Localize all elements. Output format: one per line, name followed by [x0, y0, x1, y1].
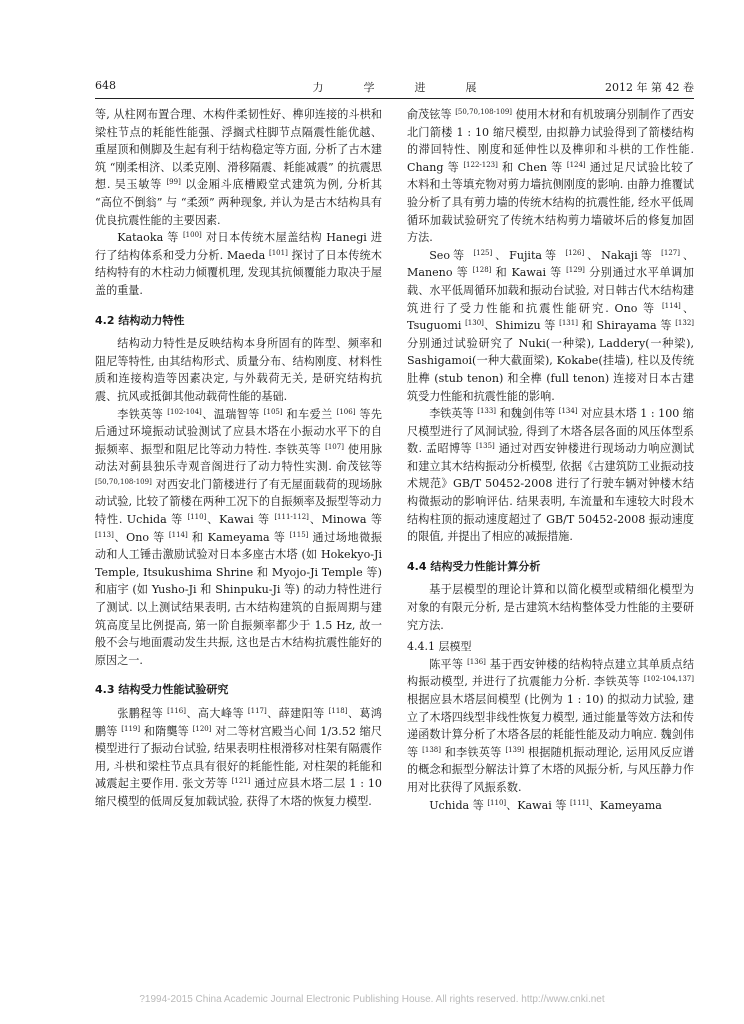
paragraph: 李铁英等 [102-104]、温瑞智等 [105] 和车爱兰 [106] 等先后通过环境振动试验测试了应县木塔在小振动水平下的自振频率、振型和阻尼比等动力特性. 李铁英等 [107] 使用脉动法对蓟县独乐寺观音阁进行了动力特性实测. 俞茂铉等 [50,70,108-109] 对西安北门箭楼进行了有无屋面载荷的现场脉动试验, 比较了箭楼在两种工况下的自振频率及振型等动力特性. Uchida 等 [110]、Kawai 等 [111-112]、Minowa 等 [113]、Ono 等 [114] 和 Kameyama 等 [115] 通过场地微振动和人工锤击激励试验对日本多座古木塔 (如 Hokekyo-Ji Temple, Itsukushima Shrine 和 Myojo-Ji Temple 等) 和庙宇 (如 Yusho-Ji 和 Shinpuku-Ji 等) 的动力特性进行了测试. 以上测试结果表明, 古木结构建筑的自振周期与建筑高度呈比例提高, 第一阶自振频率都少于 1.5 Hz, 故一般不会与地面震动发生共振, 这也是古木结构抗震性能好的原因之一. — [95, 407, 383, 667]
issue-info: 2012 年 第 42 卷 — [605, 81, 694, 94]
citation-ref: [136] — [467, 657, 486, 666]
citation-ref: [119] — [121, 724, 141, 733]
citation-ref: [102-104,137] — [643, 675, 694, 684]
citation-ref: [110] — [487, 798, 507, 807]
paragraph: 俞茂铉等 [50,70,108-109] 使用木材和有机玻璃分别制作了西安北门箭楼 1 : 10 缩尺模型, 由拟静力试验得到了箭楼结构的滞回特性、刚度和延伸性以及榫卯和斗栱的工作性能. Chang 等 [122-123] 和 Chen 等 [124] 通过足尺试验比较了木料和土等填充物对剪力墙抗侧刚度的影响. 由静力推覆试验分析了具有剪力墙的传统木结构的抗震性能, 经水平低周循环加载试验研究了传统木结构剪力墙破坏后的修复加固方法. — [407, 108, 695, 245]
citation-ref: [125] — [473, 248, 493, 257]
citation-ref: [129] — [566, 266, 585, 275]
paragraph: Seo等 [125]、Fujita等 [126]、Nakaji等 [127]、Maneno 等 [128] 和 Kawai 等 [129] 分别通过水平单调加载、水平低周循环加载和振动台试验, 对日韩古代木结构建筑进行了受力性能和抗震性能研究. Ono 等 [114]、Tsuguomi [130]、Shimizu 等 [131] 和 Shirayama 等 [132] 分别通过试验研究了 Nuki(一种梁), Laddery(一种梁), Sashigamoi(一种大截面梁), Kokabe(挂墙), 柱以及传统肚榫 (stub tenon) 和全榫 (full tenon) 连接对日本古建筑受力性能和抗震性能的影响. — [407, 248, 695, 403]
citation-ref: [132] — [675, 319, 695, 328]
citation-ref: [131] — [559, 319, 578, 328]
citation-ref: [115] — [289, 530, 309, 539]
citation-ref: [128] — [472, 266, 492, 275]
journal-title: 力学进展 — [312, 81, 517, 94]
citation-ref: [107] — [325, 442, 344, 451]
citation-ref: [127] — [661, 248, 680, 257]
subsection-heading: 4.4.1 层模型 — [407, 640, 472, 654]
citation-ref: [121] — [231, 777, 251, 786]
citation-ref: [133] — [477, 407, 497, 416]
citation-ref: [110] — [187, 513, 207, 522]
citation-ref: [114] — [168, 530, 188, 539]
citation-ref: [117] — [247, 707, 267, 715]
citation-ref: [116] — [167, 707, 186, 715]
citation-ref: [101] — [268, 248, 288, 257]
copyright-footer: ?1994-2015 China Academic Journal Electronic Publishing House. All rights reserved. http://www.cnki.net — [139, 994, 605, 1005]
citation-ref: [135] — [475, 442, 495, 451]
citation-ref: [138] — [422, 745, 441, 754]
right-column — [407, 106, 694, 814]
citation-ref: [113] — [95, 530, 114, 539]
citation-ref: [102-104] — [167, 407, 202, 416]
paragraph: 结构动力特性是反映结构本身所固有的阵型、频率和阻尼等特性, 由其结构形式、质量分布、结构刚度、材料性质和连接构造等因素决定, 与外载荷无关, 是研究结构抗震、抗风或抵御其他动载荷性能的基础. — [95, 337, 382, 403]
section-heading: 4.2 结构动力特性 — [95, 313, 185, 327]
citation-ref: [126] — [565, 248, 585, 257]
citation-ref: [105] — [263, 407, 283, 416]
citation-ref: [50,70,108-109] — [455, 108, 513, 116]
paragraph: Kataoka 等 [100] 对日本传统木屋盖结构 Hanegi 进行了结构体系和受力分析. Maeda [101] 探讨了日本传统木结构特有的木柱动力倾覆机理, 发现其抗倾覆能力取决于屋盖的重量. — [95, 231, 383, 297]
citation-ref: [50,70,108-109] — [95, 477, 152, 486]
paragraph: 李铁英等 [133] 和魏剑伟等 [134] 对应县木塔 1 : 100 缩尺模型进行了风洞试验, 得到了木塔各层各面的风压体型系数. 孟昭博等 [135] 通过对西安钟楼进行现场动力响应测试和建立其木结构振动分析模型, 依据《古建筑防工业振动技术规范》GB/T 50452-2008 进行了行驶车辆对钟楼木结构微振动的影响评估. 结果表明, 车流量和车速较大时段木结构柱顶的振动速度超过了 GB/T 50452-2008 振动速度的限值, 并提出了相应的减振措施. — [407, 407, 694, 544]
citation-ref: [120] — [192, 724, 212, 733]
citation-ref: [114] — [661, 301, 681, 310]
citation-ref: [130] — [465, 319, 484, 328]
citation-ref: [134] — [558, 407, 578, 416]
citation-ref: [139] — [505, 745, 525, 754]
page-number: 648 — [95, 79, 116, 92]
paragraph: 等, 从柱网布置合理、木构件柔韧性好、榫卯连接的斗栱和梁柱节点的耗能性能强、浮搁式柱脚节点隔震性能优越、重屋顶和侧脚及生起有利于结构稳定等方面, 分析了古木建筑 “刚柔相济、以柔克刚、滑移隔震、耗能减震” 的抗震思想. 吴玉敏等 [99] 以金厢斗底槽殿堂式建筑为例, 分析其 “高位不倒翁” 与 “柔颈” 两种现象, 并认为是古木结构具有优良抗震性能的主要因素. — [95, 108, 382, 227]
citation-ref: [106] — [336, 407, 356, 416]
citation-ref: [100] — [182, 231, 202, 240]
header-rule — [95, 98, 694, 99]
paragraph: 张鹏程等 [116]、高大峰等 [117]、薛建阳等 [118]、葛鸿鹏等 [119] 和隋龑等 [120] 对二等材宫殿当心间 1/3.52 缩尺模型进行了振动台试验, 结果表明柱根滑移对柱架有隔震作用, 斗栱和梁柱节点具有很好的耗能性能, 对柱架的耗能和减震起主要作用. 张文芳等 [121] 通过应县木塔二层 1 : 10 缩尺模型的低周反复加载试验, 获得了木塔的恢复力模型. — [95, 707, 383, 808]
section-heading: 4.3 结构受力性能试验研究 — [95, 683, 229, 697]
citation-ref: [111-112] — [274, 513, 309, 522]
citation-ref: [118] — [328, 707, 348, 715]
citation-ref: [122-123] — [463, 160, 498, 169]
left-column — [95, 106, 382, 811]
citation-ref: [99] — [166, 178, 181, 187]
paragraph: Uchida 等 [110]、Kawai 等 [111]、Kameyama — [429, 798, 662, 812]
citation-ref: [111] — [569, 798, 589, 807]
page-header — [95, 79, 694, 95]
citation-ref: [124] — [566, 160, 586, 169]
paragraph: 基于层模型的理论计算和以简化模型或精细化模型为对象的有限元分析, 是古建筑木结构整体受力性能的主要研究方法. — [407, 583, 694, 632]
section-heading: 4.4 结构受力性能计算分析 — [407, 559, 541, 573]
paragraph: 陈平等 [136] 基于西安钟楼的结构特点建立其单质点结构振动模型, 并进行了抗震能力分析. 李铁英等 [102-104,137] 根据应县木塔层间模型 (比例为 1 : 10) 的拟动力试验, 建立了木塔四线型非线性恢复力模型, 通过能量等效方法和传递函数计算分析了木塔各层的耗能性能及动力响应. 魏剑伟等 [138] 和李铁英等 [139] 根据随机振动理论, 运用风反应谱的概念和振型分解法计算了木塔的风振分析, 与风压静力作用对比获得了风振系数. — [407, 657, 694, 794]
